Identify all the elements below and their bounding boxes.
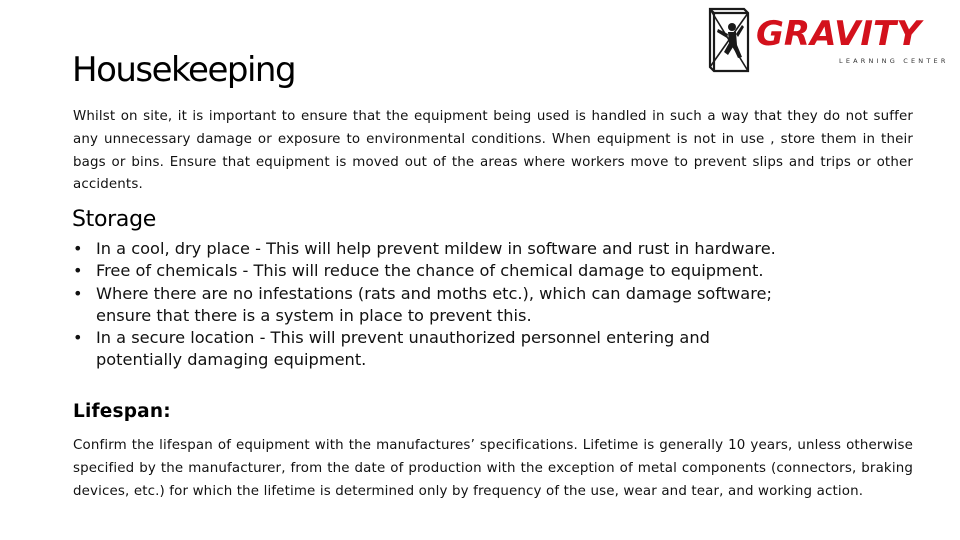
list-item-text: In a cool, dry place - This will help prevent mildew in software and rust in hardware. (96, 239, 776, 258)
storage-heading: Storage (72, 207, 156, 232)
list-item-text: Where there are no infestations (rats and moths etc.), which can damage software; ensure that there is a system in place to prevent this. (96, 283, 772, 325)
list-item (73, 260, 778, 282)
list-item-text: Free of chemicals - This will reduce the chance of chemical damage to equipment. (96, 261, 764, 281)
logo-brand-text: GRAVITY (756, 14, 921, 54)
bullet-icon: • (73, 239, 83, 258)
page-title: Housekeeping (72, 50, 296, 90)
list-item (73, 238, 778, 260)
logo-tagline: LEARNING CENTER (839, 57, 949, 65)
list-item (73, 283, 778, 328)
climber-cube-icon (706, 5, 752, 75)
bullet-icon: • (73, 261, 83, 281)
list-item-text: In a secure location - This will prevent unauthorized personnel entering and potentially damaging equipment. (96, 328, 710, 370)
bullet-icon: • (73, 283, 83, 303)
bullet-icon: • (73, 328, 83, 348)
lifespan-paragraph: Confirm the lifespan of equipment with the manufactures’ specifications. Lifetime is generally 10 years, unless otherwise specified by the manufacturer, from the date of production with the exception of metal components (connectors, braking devices, etc.) for which the lifetime is determined only by frequency of the use, wear and tear, and working action. (73, 438, 913, 499)
intro-paragraph: Whilst on site, it is important to ensure that the equipment being used is handled in such a way that they do not suffer any unnecessary damage or exposure to environmental conditions. When equipment is not in use , store them in their bags or bins. Ensure that equipment is moved out of the areas where workers move to prevent slips and trips or other accidents. (73, 109, 913, 193)
lifespan-heading: Lifespan: (73, 401, 171, 422)
gravity-logo (706, 5, 952, 75)
storage-list (73, 238, 778, 372)
list-item (73, 327, 778, 372)
